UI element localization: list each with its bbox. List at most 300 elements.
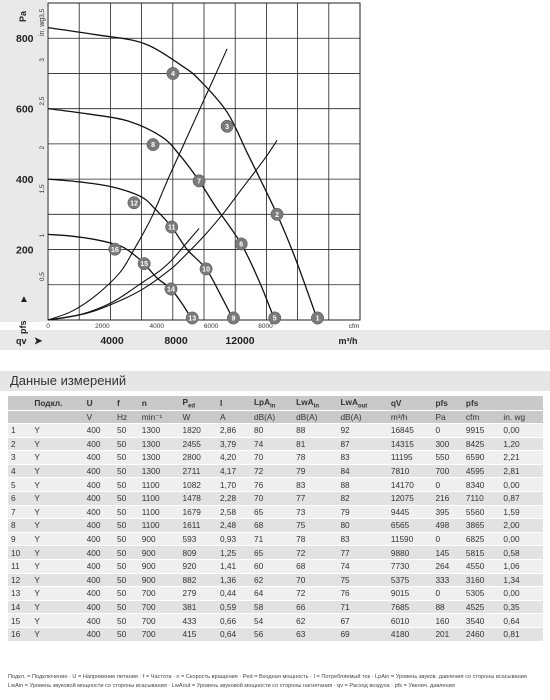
table-cell: 4180 — [388, 627, 433, 641]
table-cell: 71 — [337, 600, 387, 614]
table-cell: 7 — [8, 505, 31, 519]
table-cell: 400 — [84, 424, 114, 438]
table-row — [8, 437, 543, 451]
table-cell: 400 — [84, 600, 114, 614]
table-cell: 15 — [8, 614, 31, 628]
table-cell: 4,20 — [217, 451, 251, 465]
table-cell: 8340 — [463, 478, 501, 492]
table-cell: Y — [31, 532, 83, 546]
measurements-title: Данные измерений — [10, 373, 127, 388]
system-curve — [48, 228, 199, 320]
y-tick-label: 800 — [16, 33, 34, 46]
table-cell: 2,86 — [217, 424, 251, 438]
table-cell: 0,00 — [500, 587, 543, 601]
table-unit-cell: Hz — [114, 411, 139, 424]
operating-point-label: 7 — [197, 178, 202, 186]
table-cell: 593 — [179, 532, 217, 546]
table-cell: 5375 — [388, 573, 433, 587]
table-cell: 80 — [337, 519, 387, 533]
table-unit-cell: V — [84, 411, 114, 424]
table-units-row — [8, 411, 543, 424]
operating-point-label: 16 — [110, 246, 119, 254]
table-cell: 50 — [114, 451, 139, 465]
table-cell: 81 — [293, 437, 337, 451]
table-cell: 2800 — [179, 451, 217, 465]
table-cell: 900 — [139, 573, 180, 587]
table-cell: 400 — [84, 505, 114, 519]
table-cell: 400 — [84, 587, 114, 601]
operating-point-label: 3 — [225, 123, 230, 131]
table-cell: 2711 — [179, 464, 217, 478]
table-cell: Y — [31, 451, 83, 465]
table-cell: 0 — [432, 424, 462, 438]
table-cell: 16 — [8, 627, 31, 641]
table-cell: 88 — [432, 600, 462, 614]
table-cell: Y — [31, 464, 83, 478]
table-cell: 69 — [337, 627, 387, 641]
table-cell: 6565 — [388, 519, 433, 533]
table-header-cell: Подкл. — [31, 396, 83, 411]
table-cell: 400 — [84, 614, 114, 628]
table-cell: 7810 — [388, 464, 433, 478]
table-unit-cell: Pa — [432, 411, 462, 424]
table-header-cell — [500, 396, 543, 411]
footnote-line-1: Подкл. = Подключение · U = Напряжение питания · f = Частота · n = Скорость вращения · Ped = Входная мощность · I = Потребляемый ток · LpAin = Уровень звуков. давления со стороны всасывания — [8, 674, 527, 680]
table-cell: 8 — [8, 519, 31, 533]
table-row — [8, 627, 543, 641]
table-cell: 809 — [179, 546, 217, 560]
table-cell: 88 — [337, 478, 387, 492]
table-cell: 400 — [84, 559, 114, 573]
table-cell: 2455 — [179, 437, 217, 451]
table-cell: 78 — [293, 532, 337, 546]
table-cell: Y — [31, 491, 83, 505]
table-cell: 0,64 — [500, 614, 543, 628]
table-unit-cell: m³/h — [388, 411, 433, 424]
table-cell: 2,00 — [500, 519, 543, 533]
measurements-section-header — [0, 371, 550, 391]
table-cell: 160 — [432, 614, 462, 628]
table-cell: 700 — [139, 614, 180, 628]
table-cell: 6010 — [388, 614, 433, 628]
table-cell: 0,00 — [500, 532, 543, 546]
operating-point-label: 6 — [239, 241, 244, 249]
table-cell: 700 — [139, 600, 180, 614]
table-cell: 50 — [114, 437, 139, 451]
table-row — [8, 491, 543, 505]
table-cell: 1300 — [139, 424, 180, 438]
table-cell: 400 — [84, 478, 114, 492]
table-cell: 12075 — [388, 491, 433, 505]
table-cell: 50 — [114, 532, 139, 546]
table-row — [8, 424, 543, 438]
table-cell: 50 — [114, 600, 139, 614]
table-body — [8, 424, 543, 642]
table-cell: 1,25 — [217, 546, 251, 560]
operating-point-label: 11 — [167, 224, 176, 232]
table-cell: 550 — [432, 451, 462, 465]
table-cell: 3 — [8, 451, 31, 465]
footnote-line-2: LwAin = Уровень звуковой мощности со стороны всасывания · LwAout = Уровень звуковой мощности со стороны нагнетания · qv = Расход воздуха · pfs = Увелич. давления — [8, 682, 455, 689]
table-cell: 201 — [432, 627, 462, 641]
table-cell: 50 — [114, 491, 139, 505]
table-cell: 400 — [84, 532, 114, 546]
table-cell: 54 — [251, 614, 293, 628]
table-cell: 70 — [293, 573, 337, 587]
inner-x-tick-label: 0 — [46, 323, 50, 330]
table-unit-cell — [8, 411, 31, 424]
table-cell: 4,17 — [217, 464, 251, 478]
measurements-table — [8, 396, 543, 642]
table-cell: 64 — [251, 587, 293, 601]
table-row — [8, 587, 543, 601]
y-axis-marker: pfs — [18, 320, 28, 334]
table-cell: 700 — [139, 627, 180, 641]
table-cell: 10 — [8, 546, 31, 560]
table-cell: 900 — [139, 546, 180, 560]
table-cell: 1,36 — [217, 573, 251, 587]
table-cell: 71 — [251, 532, 293, 546]
table-cell: 88 — [293, 424, 337, 438]
table-cell: Y — [31, 546, 83, 560]
operating-point-label: 5 — [272, 315, 277, 323]
table-cell: 75 — [293, 519, 337, 533]
table-row — [8, 519, 543, 533]
x-axis-strip — [0, 330, 550, 350]
table-header-cell: LwA$_{out}$ — [337, 396, 387, 411]
inner-y-tick-label: 3,5 — [39, 8, 46, 18]
table-cell: 3865 — [463, 519, 501, 533]
table-cell: 145 — [432, 546, 462, 560]
table-cell: 5815 — [463, 546, 501, 560]
table-cell: 74 — [251, 437, 293, 451]
table-cell: 4595 — [463, 464, 501, 478]
table-cell: 400 — [84, 573, 114, 587]
table-cell: 8425 — [463, 437, 501, 451]
table-header-cell: f — [114, 396, 139, 411]
table-header-cell — [8, 396, 31, 411]
table-cell: 0,59 — [217, 600, 251, 614]
table-row — [8, 478, 543, 492]
table-cell: 1,41 — [217, 559, 251, 573]
table-cell: 700 — [139, 587, 180, 601]
table-header-cell: LpA$_{in}$ — [251, 396, 293, 411]
table-cell: 11 — [8, 559, 31, 573]
operating-point-label: 1 — [315, 315, 320, 323]
table-cell: 0 — [432, 478, 462, 492]
table-unit-cell: dB(A) — [337, 411, 387, 424]
table-header-cell: LwA$_{in}$ — [293, 396, 337, 411]
inner-y-tick-label: 0,5 — [39, 272, 46, 282]
table-cell: 300 — [432, 437, 462, 451]
table-cell: 68 — [251, 519, 293, 533]
table-cell: 14170 — [388, 478, 433, 492]
table-cell: 216 — [432, 491, 462, 505]
table-cell: 400 — [84, 437, 114, 451]
table-cell: 0,00 — [500, 424, 543, 438]
table-cell: 5305 — [463, 587, 501, 601]
table-row — [8, 559, 543, 573]
table-cell: 1820 — [179, 424, 217, 438]
table-cell: 0,81 — [500, 627, 543, 641]
table-cell: 50 — [114, 478, 139, 492]
x-axis-arrow: ➤ — [34, 336, 43, 347]
table-cell: 0,66 — [217, 614, 251, 628]
table-cell: 0,58 — [500, 546, 543, 560]
table-cell: 68 — [293, 559, 337, 573]
table-cell: 82 — [337, 491, 387, 505]
table-cell: 65 — [251, 546, 293, 560]
table-cell: 83 — [337, 451, 387, 465]
table-cell: 62 — [251, 573, 293, 587]
inner-y-tick-label: 2 — [39, 145, 46, 150]
table-cell: Y — [31, 559, 83, 573]
table-cell: 400 — [84, 464, 114, 478]
table-cell: 6 — [8, 491, 31, 505]
x-axis-marker: qv — [16, 336, 27, 346]
x-axis-unit: m³/h — [338, 336, 358, 346]
table-cell: 0,87 — [500, 491, 543, 505]
table-cell: 264 — [432, 559, 462, 573]
table-cell: 2460 — [463, 627, 501, 641]
table-cell: 56 — [251, 627, 293, 641]
inner-x-tick-label: 8000 — [258, 323, 273, 330]
table-cell: 13 — [8, 587, 31, 601]
table-cell: 1100 — [139, 519, 180, 533]
table-cell: 72 — [251, 464, 293, 478]
table-row — [8, 532, 543, 546]
table-cell: 0,00 — [500, 478, 543, 492]
table-cell: 400 — [84, 546, 114, 560]
operating-point-label: 13 — [188, 315, 197, 323]
table-unit-cell — [31, 411, 83, 424]
y-tick-label: 200 — [16, 244, 34, 257]
y-axis-arrow: ▲ — [19, 294, 29, 305]
table-cell: 67 — [337, 614, 387, 628]
table-cell: 6825 — [463, 532, 501, 546]
operating-point-label: 10 — [202, 266, 210, 274]
table-row — [8, 573, 543, 587]
table-cell: 7685 — [388, 600, 433, 614]
table-cell: 75 — [337, 573, 387, 587]
table-cell: 50 — [114, 614, 139, 628]
table-cell: 0 — [432, 532, 462, 546]
table-cell: 0,44 — [217, 587, 251, 601]
table-cell: 1100 — [139, 478, 180, 492]
table-cell: 50 — [114, 424, 139, 438]
table-cell: 87 — [337, 437, 387, 451]
header-subscript: in — [270, 403, 276, 410]
table-row — [8, 600, 543, 614]
table-unit-cell: min⁻¹ — [139, 411, 180, 424]
table-cell: 2,28 — [217, 491, 251, 505]
table-cell: 3,79 — [217, 437, 251, 451]
table-row — [8, 546, 543, 560]
table-cell: 1,34 — [500, 573, 543, 587]
inner-x-tick-label: 6000 — [203, 323, 219, 330]
table-header-row — [8, 396, 543, 411]
table-cell: 50 — [114, 559, 139, 573]
inner-y-tick-label: 1,5 — [39, 184, 46, 194]
table-cell: 2,48 — [217, 519, 251, 533]
table-cell: 74 — [337, 559, 387, 573]
table-cell: 70 — [251, 451, 293, 465]
table-cell: 9915 — [463, 424, 501, 438]
table-cell: 1,59 — [500, 505, 543, 519]
table-cell: 0,64 — [217, 627, 251, 641]
inner-y-tick-label: 2,5 — [39, 96, 46, 106]
table-cell: 1300 — [139, 464, 180, 478]
table-cell: 7730 — [388, 559, 433, 573]
table-cell: 11195 — [388, 451, 433, 465]
table-cell: 400 — [84, 451, 114, 465]
table-cell: 9445 — [388, 505, 433, 519]
table-cell: 76 — [337, 587, 387, 601]
table-cell: 50 — [114, 519, 139, 533]
table-cell: 5 — [8, 478, 31, 492]
table-row — [8, 464, 543, 478]
table-cell: 1100 — [139, 505, 180, 519]
y-tick-label: 400 — [16, 174, 34, 187]
table-cell: 14315 — [388, 437, 433, 451]
table-cell: 50 — [114, 587, 139, 601]
table-unit-cell: A — [217, 411, 251, 424]
table-cell: Y — [31, 424, 83, 438]
table-cell: 1300 — [139, 437, 180, 451]
table-cell: 0,35 — [500, 600, 543, 614]
table-cell: 1100 — [139, 491, 180, 505]
table-cell: 50 — [114, 627, 139, 641]
table-cell: 83 — [337, 532, 387, 546]
table-cell: 900 — [139, 559, 180, 573]
table-cell: 73 — [293, 505, 337, 519]
header-subscript: ed — [188, 403, 196, 410]
table-cell: 70 — [251, 491, 293, 505]
table-cell: 2,58 — [217, 505, 251, 519]
table-cell: 92 — [337, 424, 387, 438]
table-cell: 433 — [179, 614, 217, 628]
inner-x-tick-label: 2000 — [95, 323, 110, 330]
table-cell: 9880 — [388, 546, 433, 560]
header-subscript: in — [313, 403, 320, 410]
table-cell: 84 — [337, 464, 387, 478]
table-unit-cell: in. wg — [500, 411, 543, 424]
table-cell: Y — [31, 587, 83, 601]
table-cell: 11590 — [388, 532, 433, 546]
operating-point-label: 8 — [151, 142, 155, 150]
table-cell: 1,20 — [500, 437, 543, 451]
table-cell: Y — [31, 600, 83, 614]
table-cell: 1 — [8, 424, 31, 438]
table-cell: Y — [31, 478, 83, 492]
table-cell: 9 — [8, 532, 31, 546]
footnote — [8, 673, 548, 690]
table-cell: 16845 — [388, 424, 433, 438]
inner-x-tick-label: 4000 — [149, 323, 164, 330]
table-cell: 50 — [114, 546, 139, 560]
table-cell: 4550 — [463, 559, 501, 573]
table-cell: 333 — [432, 573, 462, 587]
table-cell: 66 — [293, 600, 337, 614]
table-cell: 78 — [293, 451, 337, 465]
table-cell: Y — [31, 437, 83, 451]
table-header-cell: $P_{ed}$ — [179, 396, 217, 411]
table-cell: 700 — [432, 464, 462, 478]
table-cell: 79 — [293, 464, 337, 478]
table-cell: 79 — [337, 505, 387, 519]
table-cell: 882 — [179, 573, 217, 587]
table-cell: 900 — [139, 532, 180, 546]
table-cell: 920 — [179, 559, 217, 573]
operating-point-label: 4 — [171, 71, 175, 79]
table-cell: 12 — [8, 573, 31, 587]
table-cell: Y — [31, 505, 83, 519]
operating-point-label: 9 — [231, 315, 236, 323]
table-cell: 83 — [293, 478, 337, 492]
table-cell: Y — [31, 573, 83, 587]
table-cell: 2 — [8, 437, 31, 451]
inner-y-tick-label: 3 — [39, 58, 46, 62]
table-cell: 62 — [293, 614, 337, 628]
table-cell: 3160 — [463, 573, 501, 587]
table-unit-cell: dB(A) — [293, 411, 337, 424]
operating-point-label: 2 — [275, 211, 279, 219]
table-cell: 4 — [8, 464, 31, 478]
table-cell: 1,70 — [217, 478, 251, 492]
inner-y-tick-label: 1 — [39, 233, 46, 238]
y-axis-unit: Pa — [18, 10, 28, 22]
operating-point-label: 15 — [140, 261, 149, 269]
table-cell: 7110 — [463, 491, 501, 505]
x-tick-label: 12000 — [225, 335, 255, 347]
table-cell: 72 — [293, 546, 337, 560]
table-cell: 60 — [251, 559, 293, 573]
table-cell: 1478 — [179, 491, 217, 505]
table-cell: 2,21 — [500, 451, 543, 465]
table-header-cell: qV — [388, 396, 433, 411]
table-unit-cell: dB(A) — [251, 411, 293, 424]
table-cell: 65 — [251, 505, 293, 519]
table-cell: 395 — [432, 505, 462, 519]
table-cell: Y — [31, 614, 83, 628]
table-cell: 80 — [251, 424, 293, 438]
table-cell: 400 — [84, 519, 114, 533]
inner-x-axis-unit: cfm — [348, 323, 360, 330]
x-tick-label: 8000 — [164, 335, 188, 347]
fan-curve — [48, 28, 318, 320]
table-header-cell: pfs — [432, 396, 462, 411]
table-cell: 400 — [84, 491, 114, 505]
table-cell: 1611 — [179, 519, 217, 533]
table-header-cell: U — [84, 396, 114, 411]
operating-point-label: 14 — [167, 286, 175, 294]
table-cell: 72 — [293, 587, 337, 601]
table-cell: Y — [31, 627, 83, 641]
operating-point-label: 12 — [130, 200, 138, 208]
table-row — [8, 451, 543, 465]
table-cell: 1679 — [179, 505, 217, 519]
table-cell: 9015 — [388, 587, 433, 601]
table-cell: 0 — [432, 587, 462, 601]
table-cell: 5560 — [463, 505, 501, 519]
table-cell: 1082 — [179, 478, 217, 492]
table-cell: 498 — [432, 519, 462, 533]
table-cell: 3540 — [463, 614, 501, 628]
table-cell: 63 — [293, 627, 337, 641]
table-cell: 6590 — [463, 451, 501, 465]
table-cell: 76 — [251, 478, 293, 492]
table-cell: 400 — [84, 627, 114, 641]
